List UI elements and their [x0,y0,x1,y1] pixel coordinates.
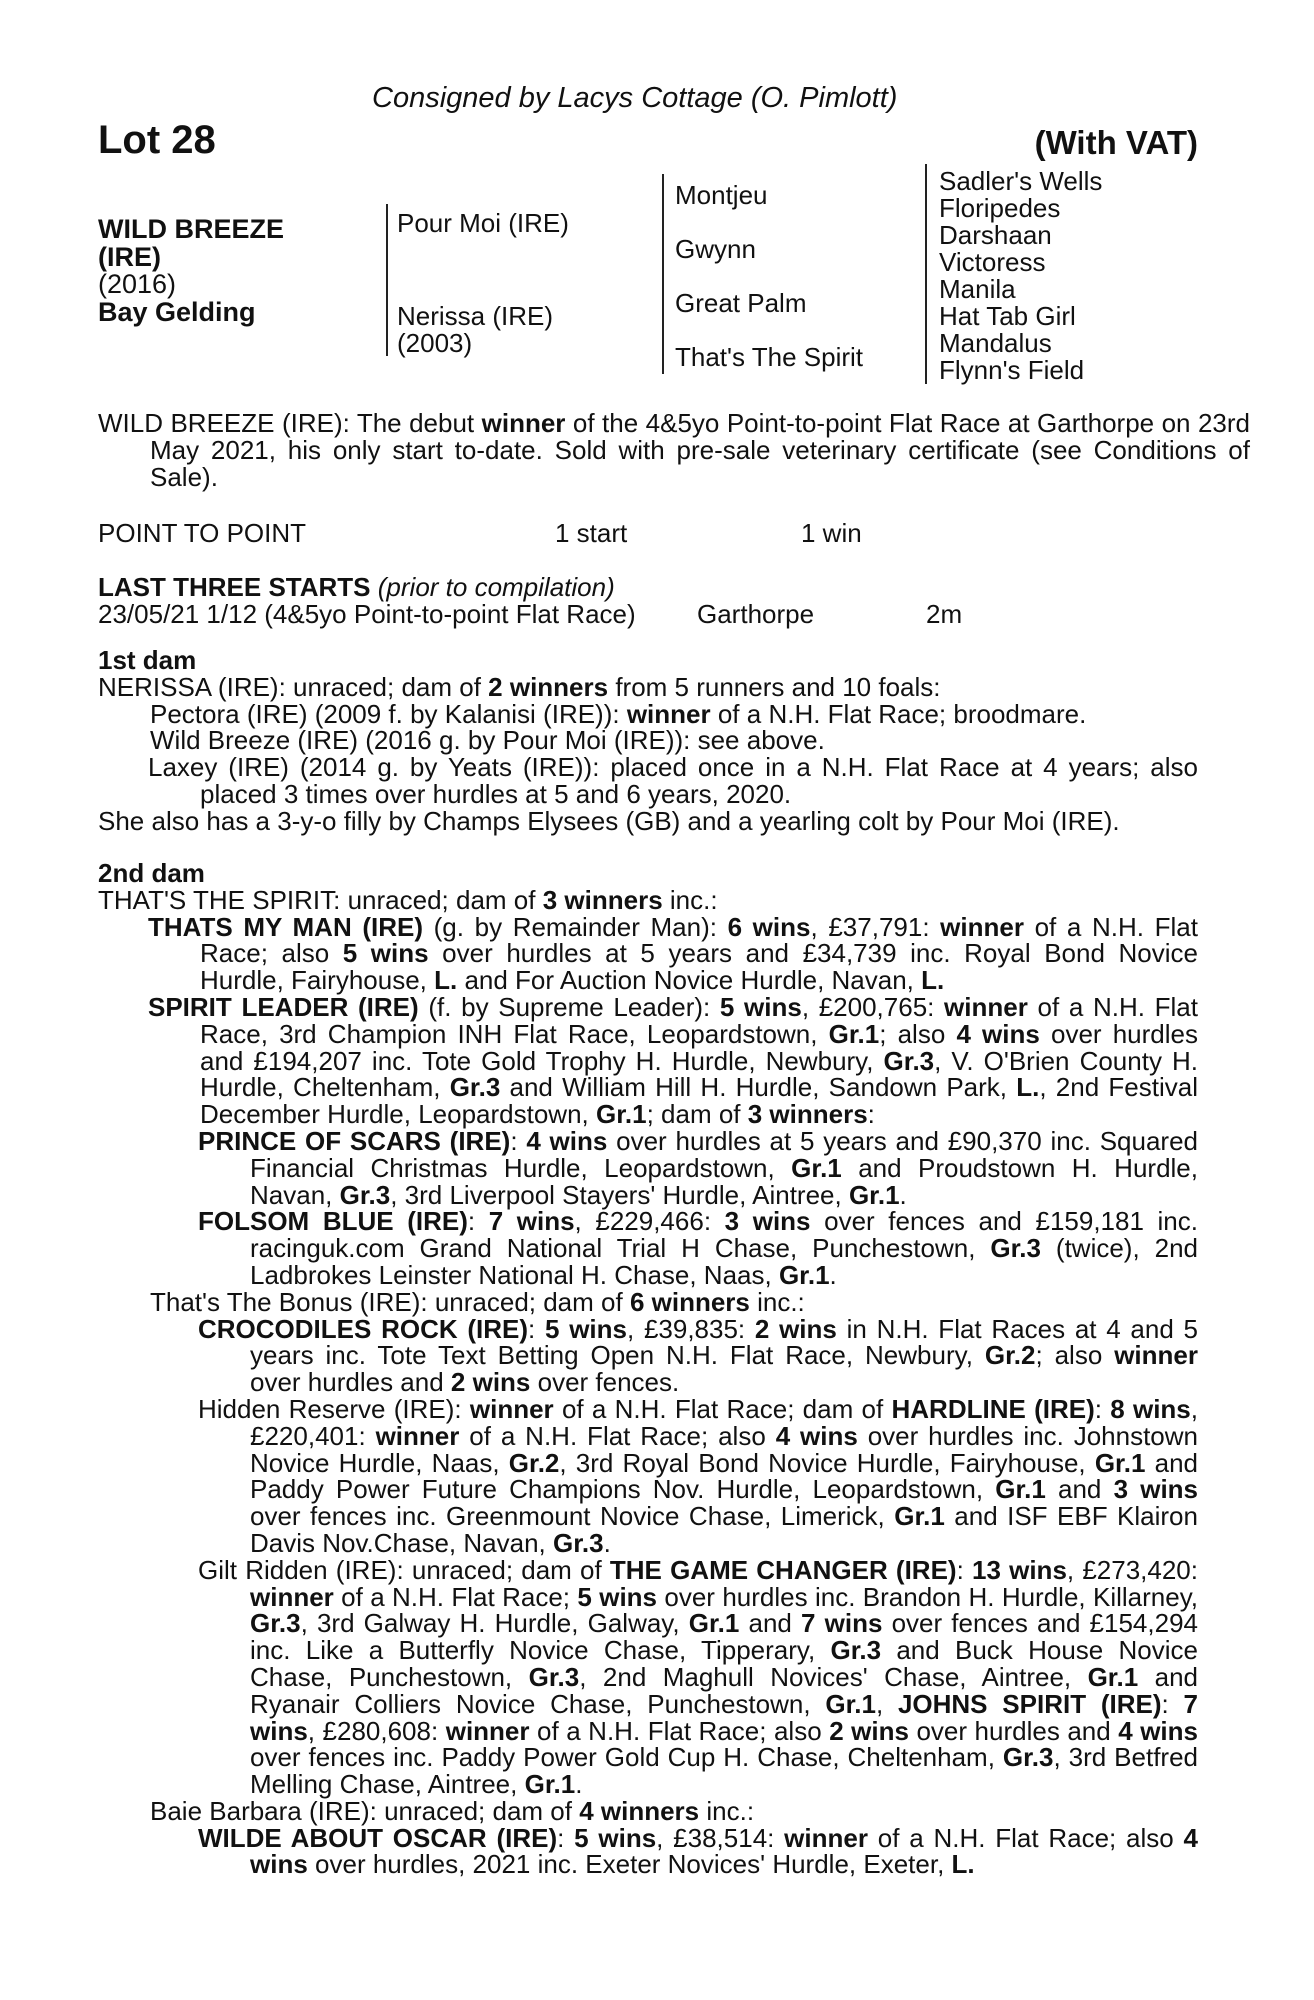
dam: Nerissa (IRE) [397,301,554,331]
horse-year: (2016) [98,269,177,300]
text: : [1094,1393,1111,1424]
lot-number: Lot 28 [98,118,216,162]
bold-text: Gr.1 [828,1018,880,1049]
text: : [510,1125,527,1156]
start-date-position: 23/05/21 1/12 (4&5yo Point-to-point Flat Race) [98,598,636,629]
bold-text: 4 wins [250,1822,1198,1880]
text: : [528,1313,545,1344]
bold-text: winner [784,1822,868,1853]
bold-text: Gr.3 [339,1179,391,1210]
bold-text: SPIRIT LEADER (IRE) [148,991,419,1022]
text: over hurdles, 2021 inc. Exeter Novices' Hurdle, Exeter, [307,1849,952,1880]
produce-pectora [98,698,1198,729]
text: . [603,1527,611,1558]
bold-text: Gr.3 [552,1527,604,1558]
text: of a N.H. Flat Race; broodmare. [710,698,1087,729]
text: THAT'S THE SPIRIT: unraced; dam of [98,884,543,915]
bold-text: HARDLINE (IRE) [891,1393,1095,1424]
bold-text: L. [951,1849,975,1880]
bold-text: Gr.1 [778,1259,830,1290]
text: of a N.H. Flat Race; also [200,911,1198,969]
last-three-starts [98,574,1198,628]
text: and Buck House Novice Chase, Punchestown, [250,1635,1198,1692]
text: . [899,1179,907,1210]
text: inc.: [699,1795,755,1826]
text: and Paddy Power Future Champions Nov. Hurdle, Leopardstown, [250,1447,1198,1505]
pedigree-gen2-1: Gwynn [675,234,756,264]
bold-text: 5 wins [545,1313,627,1344]
bold-text: 2 winners [488,671,609,702]
intro-text-1: WILD BREEZE (IRE): The debut [98,408,482,438]
text: . [575,1769,583,1800]
bold-text: FOLSOM BLUE (IRE) [198,1206,468,1237]
text: inc.: [749,1286,805,1317]
bold-text: 4 wins [1118,1715,1198,1746]
text: over fences. [530,1367,680,1398]
entry-thats-the-bonus [98,1286,1198,1317]
pedigree-gen3-0: Sadler's Wells [939,166,1103,196]
first-dam-heading: 1st dam [98,645,197,675]
intro-paragraph [98,410,1250,490]
bold-text: 4 wins [956,1018,1040,1049]
text: over hurdles at 5 years and £90,370 inc. Squared Financial Christmas Hurdle, Leopardstown, [250,1125,1198,1183]
pedigree-gen3-1: Floripedes [939,193,1061,223]
bold-text: winner [375,1420,460,1451]
bold-text: JOHNS SPIRIT (IRE) [897,1688,1162,1719]
text: , £273,420: [1066,1554,1198,1585]
bold-text: WILDE ABOUT OSCAR (IRE) [198,1822,558,1853]
bold-text: 5 wins [574,1822,657,1853]
bold-text: 4 wins [775,1420,858,1451]
bold-text: L. [434,965,458,996]
text: , 3rd Betfred Melling Chase, Aintree, [250,1742,1198,1800]
pedigree-gen3-7: Flynn's Field [939,355,1085,385]
text: inc.: [662,884,718,915]
text: (g. by Remainder Man): [423,911,728,942]
pedigree-divider-3 [925,164,927,384]
bold-text: winner [250,1581,334,1612]
bold-text: Gr.1 [825,1688,876,1719]
bold-text: 5 wins [719,991,802,1022]
text: , [875,1688,898,1719]
text: , 3rd Liverpool Stayers' Hurdle, Aintree, [390,1179,849,1210]
bold-text: Gr.3 [449,1072,501,1103]
bold-text: Gr.3 [830,1635,882,1666]
bold-text: 8 wins [1110,1393,1191,1424]
pedigree-gen3-5: Hat Tab Girl [939,301,1076,331]
text: , V. O'Brien County H. Hurdle, Cheltenham, [200,1045,1198,1103]
pedigree-divider-1 [386,204,388,356]
text: over fences inc. Greenmount Novice Chase, Limerick, [250,1501,895,1532]
text: (f. by Supreme Leader): [418,991,720,1022]
second-dam-line [98,884,1198,915]
bold-text: Gr.3 [883,1045,935,1076]
text: Gilt Ridden (IRE): unraced; dam of [198,1554,610,1585]
pedigree-gen2-3: That's The Spirit [675,342,864,372]
text: and Proudstown H. Hurdle, Navan, [250,1152,1198,1210]
text: Hidden Reserve (IRE): [198,1393,470,1424]
bold-text: winner [469,1393,554,1424]
produce-wild-breeze: Wild Breeze (IRE) (2016 g. by Pour Moi (IRE)): see above. [150,725,825,756]
bold-text: 6 wins [727,911,811,942]
text: and Ryanair Colliers Novice Chase, Punchestown, [250,1661,1199,1719]
bold-text: 3 winners [542,884,663,915]
text: and William Hill H. Hurdle, Sandown Park, [500,1072,1017,1103]
bold-text: 2 wins [829,1715,909,1746]
produce-laxey: Laxey (IRE) (2014 g. by Yeats (IRE)): placed once in a N.H. Flat Race at 4 years; also placed 3 times over hurdles at 5 and 6 years, 2020. [148,752,1198,809]
text: and For Auction Novice Hurdle, Navan, [457,965,922,996]
consignor-line: Consigned by Lacys Cottage (O. Pimlott) [372,82,898,114]
text: over hurdles at 5 years and £34,739 inc. Royal Bond Novice Hurdle, Fairyhouse, [200,938,1198,996]
text: over hurdles and £194,207 inc. Tote Gold Trophy H. Hurdle, Newbury, [200,1018,1198,1076]
last-three-heading: LAST THREE STARTS [98,572,371,602]
text: ; also [879,1018,957,1049]
start-distance: 2m [926,598,963,629]
text: , 2nd Maghull Novices' Chase, Aintree, [579,1661,1088,1692]
horse-name: WILD BREEZE [98,214,284,244]
text: and ISF EBF Klairon Davis Nov.Chase, Navan, [250,1501,1198,1558]
pedigree-gen3-6: Mandalus [939,328,1052,358]
entry-gilt-ridden [98,1554,1199,1800]
text: , £220,401: [250,1393,1198,1451]
bold-text: winner [445,1715,530,1746]
text: , 3rd Galway H. Hurdle, Galway, [300,1608,689,1639]
text: (twice), 2nd Ladbrokes Leinster National H. Chase, Naas, [250,1233,1199,1290]
text: ; dam of [646,1099,748,1130]
text: , £39,835: [626,1313,755,1344]
horse-identity [98,216,284,326]
text: of a N.H. Flat Race; also [459,1420,776,1451]
text: , £229,466: [574,1206,725,1237]
first-dam-line [98,671,1198,702]
pedigree-gen2-2: Great Palm [675,288,807,318]
pedigree-gen3-4: Manila [939,274,1016,304]
second-dam-heading: 2nd dam [98,858,205,888]
text: of a N.H. Flat Race; also [867,1822,1184,1853]
pedigree-gen2-0: Montjeu [675,180,768,210]
bold-text: L. [1016,1072,1040,1103]
bold-text: Gr.1 [688,1608,740,1639]
bold-text: Gr.1 [1094,1447,1146,1478]
bold-text: THE GAME CHANGER (IRE) [609,1554,957,1585]
record-label: POINT TO POINT [98,518,307,548]
text: , £280,608: [307,1715,446,1746]
bold-text: 5 wins [577,1581,658,1612]
text: and [739,1608,802,1639]
pedigree-gen3-3: Victoress [939,247,1046,277]
text: , £38,514: [656,1822,785,1853]
text: over hurdles and [908,1715,1119,1746]
bold-text: 3 wins [1113,1474,1199,1505]
bold-text: PRINCE OF SCARS (IRE) [198,1125,511,1156]
text: and [1045,1474,1114,1505]
bold-text: Gr.3 [990,1233,1041,1264]
text: : [956,1554,972,1585]
sire: Pour Moi (IRE) [397,208,569,238]
text: over fences and £159,181 inc. racinguk.com Grand National Trial H Chase, Punchestown, [250,1206,1198,1264]
text: NERISSA (IRE): unraced; dam of [98,671,489,702]
text: That's The Bonus (IRE): unraced; dam of [150,1286,630,1317]
text: of a N.H. Flat Race; dam of [553,1393,892,1424]
bold-text: 2 wins [450,1367,531,1398]
bold-text: Gr.2 [508,1447,560,1478]
pedigree-gen3-2: Darshaan [939,220,1052,250]
horse-country: (IRE) [98,241,161,272]
bold-text: 4 winners [579,1795,700,1826]
dam-also-has: She also has a 3-y-o filly by Champs Elysees (GB) and a yearling colt by Pour Moi (IRE). [98,805,1120,836]
bold-text: Gr.3 [250,1608,301,1639]
bold-text: Gr.3 [1002,1742,1054,1773]
bold-text: Gr.1 [894,1501,945,1532]
entry-crocodiles-rock [98,1313,1198,1398]
entry-prince-of-scars [98,1125,1198,1210]
entry-thats-my-man [98,911,1198,996]
text: over fences and £154,294 inc. Like a Butterfly Novice Chase, Tipperary, [250,1608,1198,1666]
text: , 2nd Festival December Hurdle, Leopardstown, [200,1072,1198,1130]
bold-text: L. [921,965,945,996]
bold-text: Gr.1 [995,1474,1046,1505]
bold-text: winner [1114,1340,1198,1371]
text: : [1161,1688,1184,1719]
pedigree-divider-2 [662,174,664,374]
text: from 5 runners and 10 foals: [608,671,941,702]
text: over fences inc. Paddy Power Gold Cup H. Chase, Cheltenham, [250,1742,1003,1773]
bold-text: 5 wins [342,938,429,969]
bold-text: Gr.1 [791,1152,842,1183]
vat-label: (With VAT) [1034,124,1198,161]
text: over hurdles and [250,1367,451,1398]
horse-description: Bay Gelding [98,296,256,327]
dam-year: (2003) [397,328,473,358]
bold-text: CROCODILES ROCK (IRE) [198,1313,529,1344]
bold-text: 7 wins [250,1688,1198,1746]
point-to-point-record [98,520,1198,547]
bold-text: Gr.1 [524,1769,576,1800]
text: : [867,1099,875,1130]
text: : [467,1206,489,1237]
text: of a N.H. Flat Race, 3rd Champion INH Flat Race, Leopardstown, [200,991,1198,1049]
record-starts: 1 start [555,518,628,548]
entry-spirit-leader [98,991,1198,1130]
text: Pectora (IRE) (2009 f. by Kalanisi (IRE)): [150,698,627,729]
text: . [829,1259,837,1290]
record-wins: 1 win [801,518,862,548]
bold-text: Gr.2 [984,1340,1036,1371]
bold-text: Gr.3 [528,1661,580,1692]
bold-text: winner [944,991,1028,1022]
text: : [557,1822,575,1853]
intro-text-2: of the 4&5yo Point-to-point Flat Race at Garthorpe on 23rd May 2021, his only start to-date. Sold with pre-sale veterinary certificate (see Conditions of Sale). [150,408,1250,492]
text: , £37,791: [810,911,941,942]
start-course: Garthorpe [697,598,815,629]
bold-text: 7 wins [488,1206,575,1237]
text: , £200,765: [801,991,945,1022]
bold-text: 6 winners [629,1286,750,1317]
entry-baie-barbara [98,1795,1198,1826]
bold-text: Gr.1 [848,1179,900,1210]
text: of a N.H. Flat Race; also [529,1715,830,1746]
bold-text: 7 wins [801,1608,883,1639]
intro-bold: winner [481,408,566,438]
bold-text: 3 winners [747,1099,868,1130]
text: , 3rd Royal Bond Novice Hurdle, Fairyhouse, [559,1447,1095,1478]
entry-wilde-about-oscar [98,1822,1198,1880]
last-three-note: (prior to compilation) [377,572,615,602]
bold-text: winner [940,911,1024,942]
text: in N.H. Flat Races at 4 and 5 years inc. Tote Text Betting Open N.H. Flat Race, Newbury, [250,1313,1198,1371]
text: over hurdles inc. Johnstown Novice Hurdle, Naas, [250,1420,1198,1478]
bold-text: 2 wins [754,1313,837,1344]
bold-text: winner [626,698,711,729]
text: over hurdles inc. Brandon H. Hurdle, Killarney, [657,1581,1198,1612]
bold-text: Gr.1 [1087,1661,1139,1692]
bold-text: 13 wins [972,1554,1067,1585]
text: Baie Barbara (IRE): unraced; dam of [150,1795,580,1826]
text: ; also [1035,1340,1115,1371]
second-dam-section [98,860,1198,1878]
bold-text: 4 wins [526,1125,608,1156]
bold-text: Gr.1 [595,1099,647,1130]
entry-folsom-blue [98,1208,1198,1288]
text: of a N.H. Flat Race; [333,1581,578,1612]
first-dam-section [98,647,1198,835]
bold-text: THATS MY MAN (IRE) [148,911,424,942]
bold-text: 3 wins [724,1206,811,1237]
entry-hidden-reserve [98,1393,1199,1558]
